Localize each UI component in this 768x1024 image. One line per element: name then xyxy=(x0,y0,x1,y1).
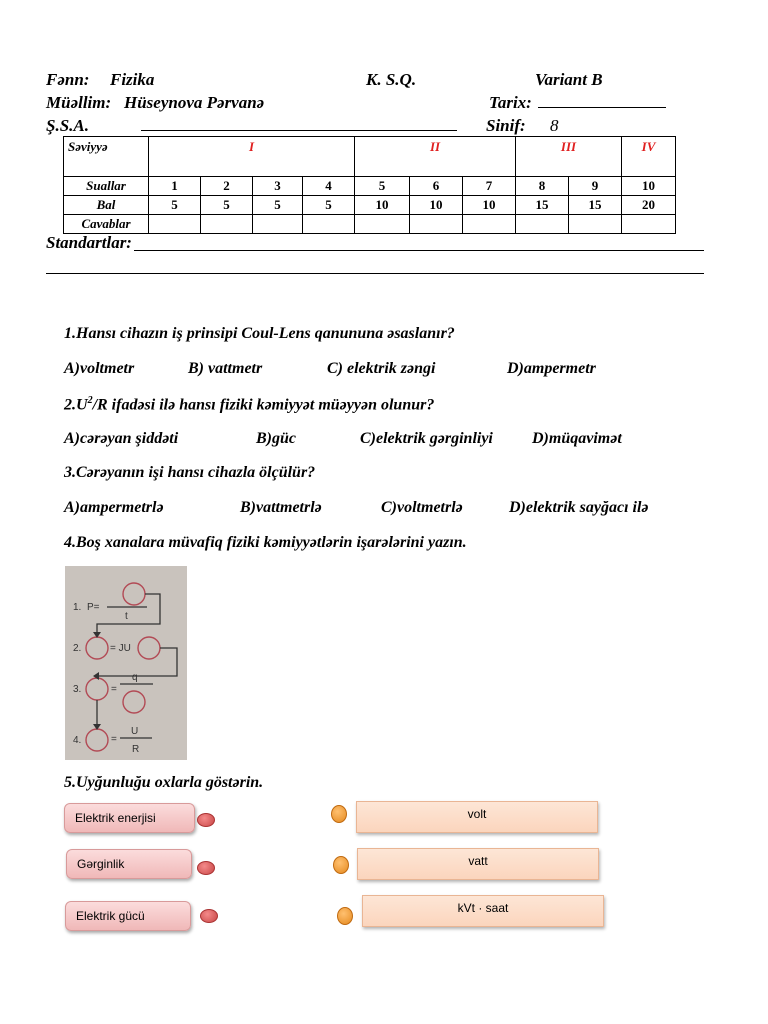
q1-option-b[interactable]: B) vattmetr xyxy=(188,360,263,377)
formula-diagram xyxy=(65,566,187,760)
fig-row2-num: 2. xyxy=(73,643,82,654)
q2-text-sup: 2 xyxy=(87,395,93,406)
blank-circle-3 xyxy=(138,637,160,659)
question-num: 8 xyxy=(516,177,569,196)
q2-text-post: /R ifadəsi ilə hansı fiziki kəmiyyət müəyyən olunur? xyxy=(92,396,435,414)
question-1: 1.Hansı cihazın iş prinsipi Coul-Lens qanununa əsaslanır? xyxy=(64,325,455,342)
match-right-volt[interactable]: volt xyxy=(356,801,598,833)
question-num: 3 xyxy=(253,177,303,196)
questions-row xyxy=(64,177,676,196)
points-value: 5 xyxy=(201,196,253,215)
points-value: 5 xyxy=(149,196,201,215)
match-left-dot-3[interactable] xyxy=(200,909,218,923)
arrow-path-1 xyxy=(97,594,160,634)
q3-option-b[interactable]: B)vattmetrlə xyxy=(240,499,322,516)
question-num: 5 xyxy=(355,177,410,196)
question-2 xyxy=(64,395,434,414)
q3-option-a[interactable]: A)ampermetrlə xyxy=(64,499,164,516)
blank-circle-5 xyxy=(123,691,145,713)
fig-row4-top: U xyxy=(131,726,139,737)
q1-option-a[interactable]: A)voltmetr xyxy=(64,360,135,377)
fig-row2-eq: = JU xyxy=(110,643,131,654)
match-right-dot-1[interactable] xyxy=(331,805,347,823)
match-left-energy[interactable]: Elektrik enerjisi xyxy=(64,803,195,833)
date-line[interactable] xyxy=(538,107,666,108)
ksq-label: K. S.Q. xyxy=(366,70,417,89)
answer-cell[interactable] xyxy=(201,215,253,234)
question-num: 1 xyxy=(149,177,201,196)
variant-label: Variant B xyxy=(535,70,603,89)
fig-row4-eq: = xyxy=(111,734,117,745)
points-value: 10 xyxy=(355,196,410,215)
blank-circle-1 xyxy=(123,583,145,605)
match-left-dot-1[interactable] xyxy=(197,813,215,827)
fig-row4-num: 4. xyxy=(73,735,82,746)
q2-text-pre: 2.U xyxy=(64,396,88,414)
answer-cell[interactable] xyxy=(463,215,516,234)
blank-circle-6 xyxy=(86,729,108,751)
teacher-value: Hüseynova Pərvanə xyxy=(124,93,265,112)
level-3: III xyxy=(516,137,622,177)
blank-circle-2 xyxy=(86,637,108,659)
points-value: 20 xyxy=(622,196,676,215)
ssa-line[interactable] xyxy=(141,130,457,131)
standards-line-2[interactable] xyxy=(46,273,704,274)
fig-row3-num: 3. xyxy=(73,684,82,695)
answers-label: Cavablar xyxy=(64,215,149,234)
answer-cell[interactable] xyxy=(622,215,676,234)
points-value: 5 xyxy=(253,196,303,215)
q2-option-c[interactable]: C)elektrik gərginliyi xyxy=(360,430,493,447)
fig-row1-den: t xyxy=(125,611,128,622)
fig-row1-num: 1. xyxy=(73,602,82,613)
match-left-dot-2[interactable] xyxy=(197,861,215,875)
answer-cell[interactable] xyxy=(149,215,201,234)
fig-row3-eq: = xyxy=(111,684,117,695)
subject-value: Fizika xyxy=(110,70,155,89)
level-header: Səviyyə xyxy=(64,137,149,177)
standards-line-1[interactable] xyxy=(134,250,704,251)
match-right-dot-2[interactable] xyxy=(333,856,349,874)
points-value: 15 xyxy=(516,196,569,215)
q2-option-a[interactable]: A)cərəyan şiddəti xyxy=(64,430,179,447)
question-num: 6 xyxy=(410,177,463,196)
points-value: 10 xyxy=(410,196,463,215)
match-left-voltage[interactable]: Gərginlik xyxy=(66,849,192,879)
q2-option-d[interactable]: D)müqavimət xyxy=(532,430,622,447)
question-num: 9 xyxy=(569,177,622,196)
question-num: 7 xyxy=(463,177,516,196)
score-table xyxy=(63,136,676,234)
fig-row4-den: R xyxy=(132,744,140,755)
level-4: IV xyxy=(622,137,676,177)
question-3: 3.Cərəyanın işi hansı cihazla ölçülür? xyxy=(64,464,316,481)
q3-option-c[interactable]: C)voltmetrlə xyxy=(381,499,463,516)
teacher-label: Müəllim: xyxy=(46,93,112,112)
question-5: 5.Uyğunluğu oxlarla göstərin. xyxy=(64,774,264,791)
fig-row3-top: q xyxy=(132,672,138,683)
subject-label: Fənn: xyxy=(46,70,90,89)
level-2: II xyxy=(355,137,516,177)
class-value: 8 xyxy=(550,116,559,135)
date-label: Tarix: xyxy=(489,93,532,112)
answer-cell[interactable] xyxy=(355,215,410,234)
q2-option-b[interactable]: B)güc xyxy=(256,430,296,447)
q3-option-d[interactable]: D)elektrik sayğacı ilə xyxy=(509,499,649,516)
standards-label: Standartlar: xyxy=(46,233,132,252)
blank-circle-4 xyxy=(86,678,108,700)
answers-row xyxy=(64,215,676,234)
ssa-label: Ş.S.A. xyxy=(46,116,89,135)
answer-cell[interactable] xyxy=(253,215,303,234)
q1-option-d[interactable]: D)ampermetr xyxy=(507,360,596,377)
q1-option-c[interactable]: C) elektrik zəngi xyxy=(327,360,436,377)
match-right-kwh[interactable]: kVt · saat xyxy=(362,895,604,927)
points-row xyxy=(64,196,676,215)
question-num: 4 xyxy=(303,177,355,196)
class-label: Sinif: xyxy=(486,116,526,135)
answer-cell[interactable] xyxy=(516,215,569,234)
fig-row1-eq: P= xyxy=(87,602,100,613)
level-row xyxy=(64,137,676,177)
answer-cell[interactable] xyxy=(569,215,622,234)
points-value: 15 xyxy=(569,196,622,215)
answer-cell[interactable] xyxy=(303,215,355,234)
match-left-power[interactable]: Elektrik gücü xyxy=(65,901,191,931)
formula-figure xyxy=(65,566,187,760)
question-num: 10 xyxy=(622,177,676,196)
match-right-watt[interactable]: vatt xyxy=(357,848,599,880)
points-value: 10 xyxy=(463,196,516,215)
question-num: 2 xyxy=(201,177,253,196)
level-1: I xyxy=(149,137,355,177)
points-label: Bal xyxy=(64,196,149,215)
points-value: 5 xyxy=(303,196,355,215)
answer-cell[interactable] xyxy=(410,215,463,234)
question-4: 4.Boş xanalara müvafiq fiziki kəmiyyətlərin işarələrini yazın. xyxy=(64,534,467,551)
questions-label: Suallar xyxy=(64,177,149,196)
match-right-dot-3[interactable] xyxy=(337,907,353,925)
